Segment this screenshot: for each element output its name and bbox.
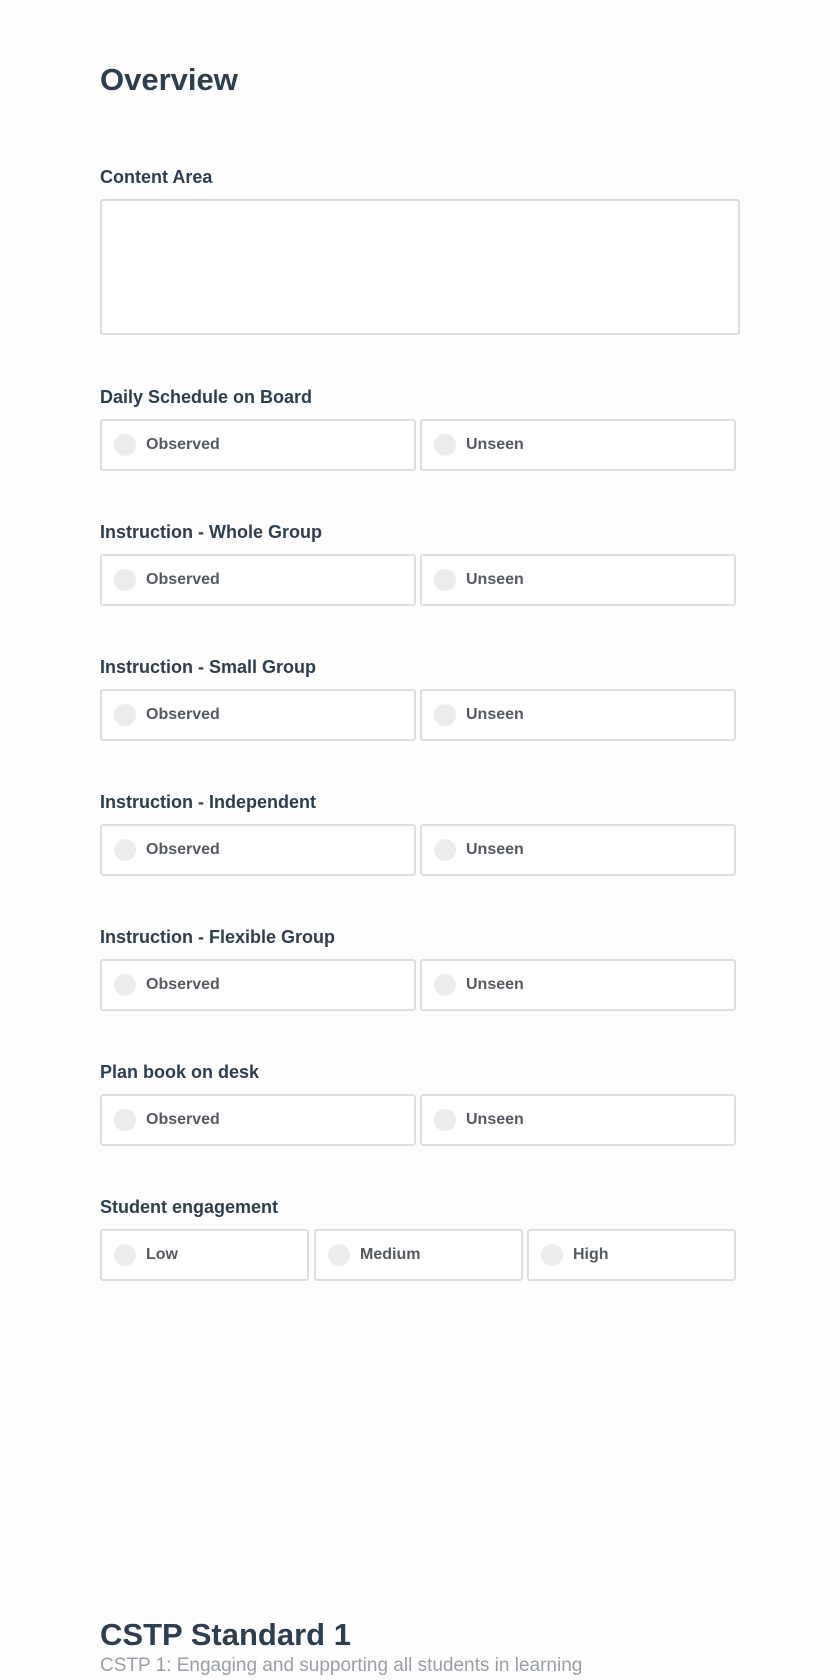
plan-book-label: Plan book on desk	[100, 1062, 260, 1082]
radio-button-icon[interactable]	[434, 839, 456, 861]
instruction-independent-option-unseen[interactable]	[420, 824, 736, 876]
standard-subtitle: CSTP 1: Engaging and supporting all students in learning	[100, 1655, 583, 1676]
daily-schedule-option-unseen[interactable]	[420, 419, 736, 471]
radio-button-icon[interactable]	[328, 1244, 350, 1266]
student-engagement-option-low[interactable]	[100, 1229, 309, 1281]
daily-schedule-label: Daily Schedule on Board	[100, 387, 313, 407]
radio-button-icon[interactable]	[114, 704, 136, 726]
student-engagement-label: Student engagement	[100, 1197, 279, 1217]
instruction-independent-label: Instruction - Independent	[100, 792, 316, 812]
content-area-input[interactable]	[100, 199, 740, 335]
instruction-flexible-group-option-unseen[interactable]	[420, 959, 736, 1011]
radio-button-icon[interactable]	[541, 1244, 563, 1266]
option-label: Unseen	[466, 1111, 524, 1128]
instruction-independent-option-observed[interactable]	[100, 824, 416, 876]
instruction-flexible-group-radio-group	[100, 959, 740, 1011]
radio-button-icon[interactable]	[434, 569, 456, 591]
option-label: Unseen	[466, 841, 524, 858]
option-label: Medium	[360, 1246, 421, 1263]
option-label: Unseen	[466, 976, 524, 993]
overview-title: Overview	[100, 62, 238, 97]
student-engagement-option-medium[interactable]	[314, 1229, 523, 1281]
instruction-small-group-radio-group	[100, 689, 740, 741]
instruction-independent-radio-group	[100, 824, 740, 876]
instruction-small-group-option-unseen[interactable]	[420, 689, 736, 741]
option-label: Observed	[146, 706, 220, 723]
instruction-flexible-group-option-observed[interactable]	[100, 959, 416, 1011]
student-engagement-option-high[interactable]	[527, 1229, 736, 1281]
radio-button-icon[interactable]	[114, 434, 136, 456]
option-label: Observed	[146, 1111, 220, 1128]
daily-schedule-radio-group	[100, 419, 740, 471]
standard-title: CSTP Standard 1	[100, 1617, 351, 1652]
radio-button-icon[interactable]	[434, 704, 456, 726]
option-label: Unseen	[466, 571, 524, 588]
radio-button-icon[interactable]	[114, 1244, 136, 1266]
radio-button-icon[interactable]	[114, 569, 136, 591]
radio-button-icon[interactable]	[434, 434, 456, 456]
option-label: Unseen	[466, 706, 524, 723]
option-label: Observed	[146, 976, 220, 993]
instruction-whole-group-option-unseen[interactable]	[420, 554, 736, 606]
option-label: Low	[146, 1246, 178, 1263]
student-engagement-radio-group	[100, 1229, 740, 1281]
radio-button-icon[interactable]	[434, 1109, 456, 1131]
content-area-label: Content Area	[100, 167, 213, 187]
plan-book-option-observed[interactable]	[100, 1094, 416, 1146]
instruction-flexible-group-label: Instruction - Flexible Group	[100, 927, 336, 947]
option-label: Observed	[146, 436, 220, 453]
radio-button-icon[interactable]	[114, 1109, 136, 1131]
radio-button-icon[interactable]	[434, 974, 456, 996]
plan-book-option-unseen[interactable]	[420, 1094, 736, 1146]
plan-book-radio-group	[100, 1094, 740, 1146]
option-label: Observed	[146, 841, 220, 858]
instruction-whole-group-label: Instruction - Whole Group	[100, 522, 322, 542]
radio-button-icon[interactable]	[114, 974, 136, 996]
instruction-small-group-option-observed[interactable]	[100, 689, 416, 741]
instruction-whole-group-radio-group	[100, 554, 740, 606]
instruction-small-group-label: Instruction - Small Group	[100, 657, 317, 677]
instruction-whole-group-option-observed[interactable]	[100, 554, 416, 606]
option-label: Observed	[146, 571, 220, 588]
option-label: High	[573, 1246, 609, 1263]
option-label: Unseen	[466, 436, 524, 453]
radio-button-icon[interactable]	[114, 839, 136, 861]
daily-schedule-option-observed[interactable]	[100, 419, 416, 471]
